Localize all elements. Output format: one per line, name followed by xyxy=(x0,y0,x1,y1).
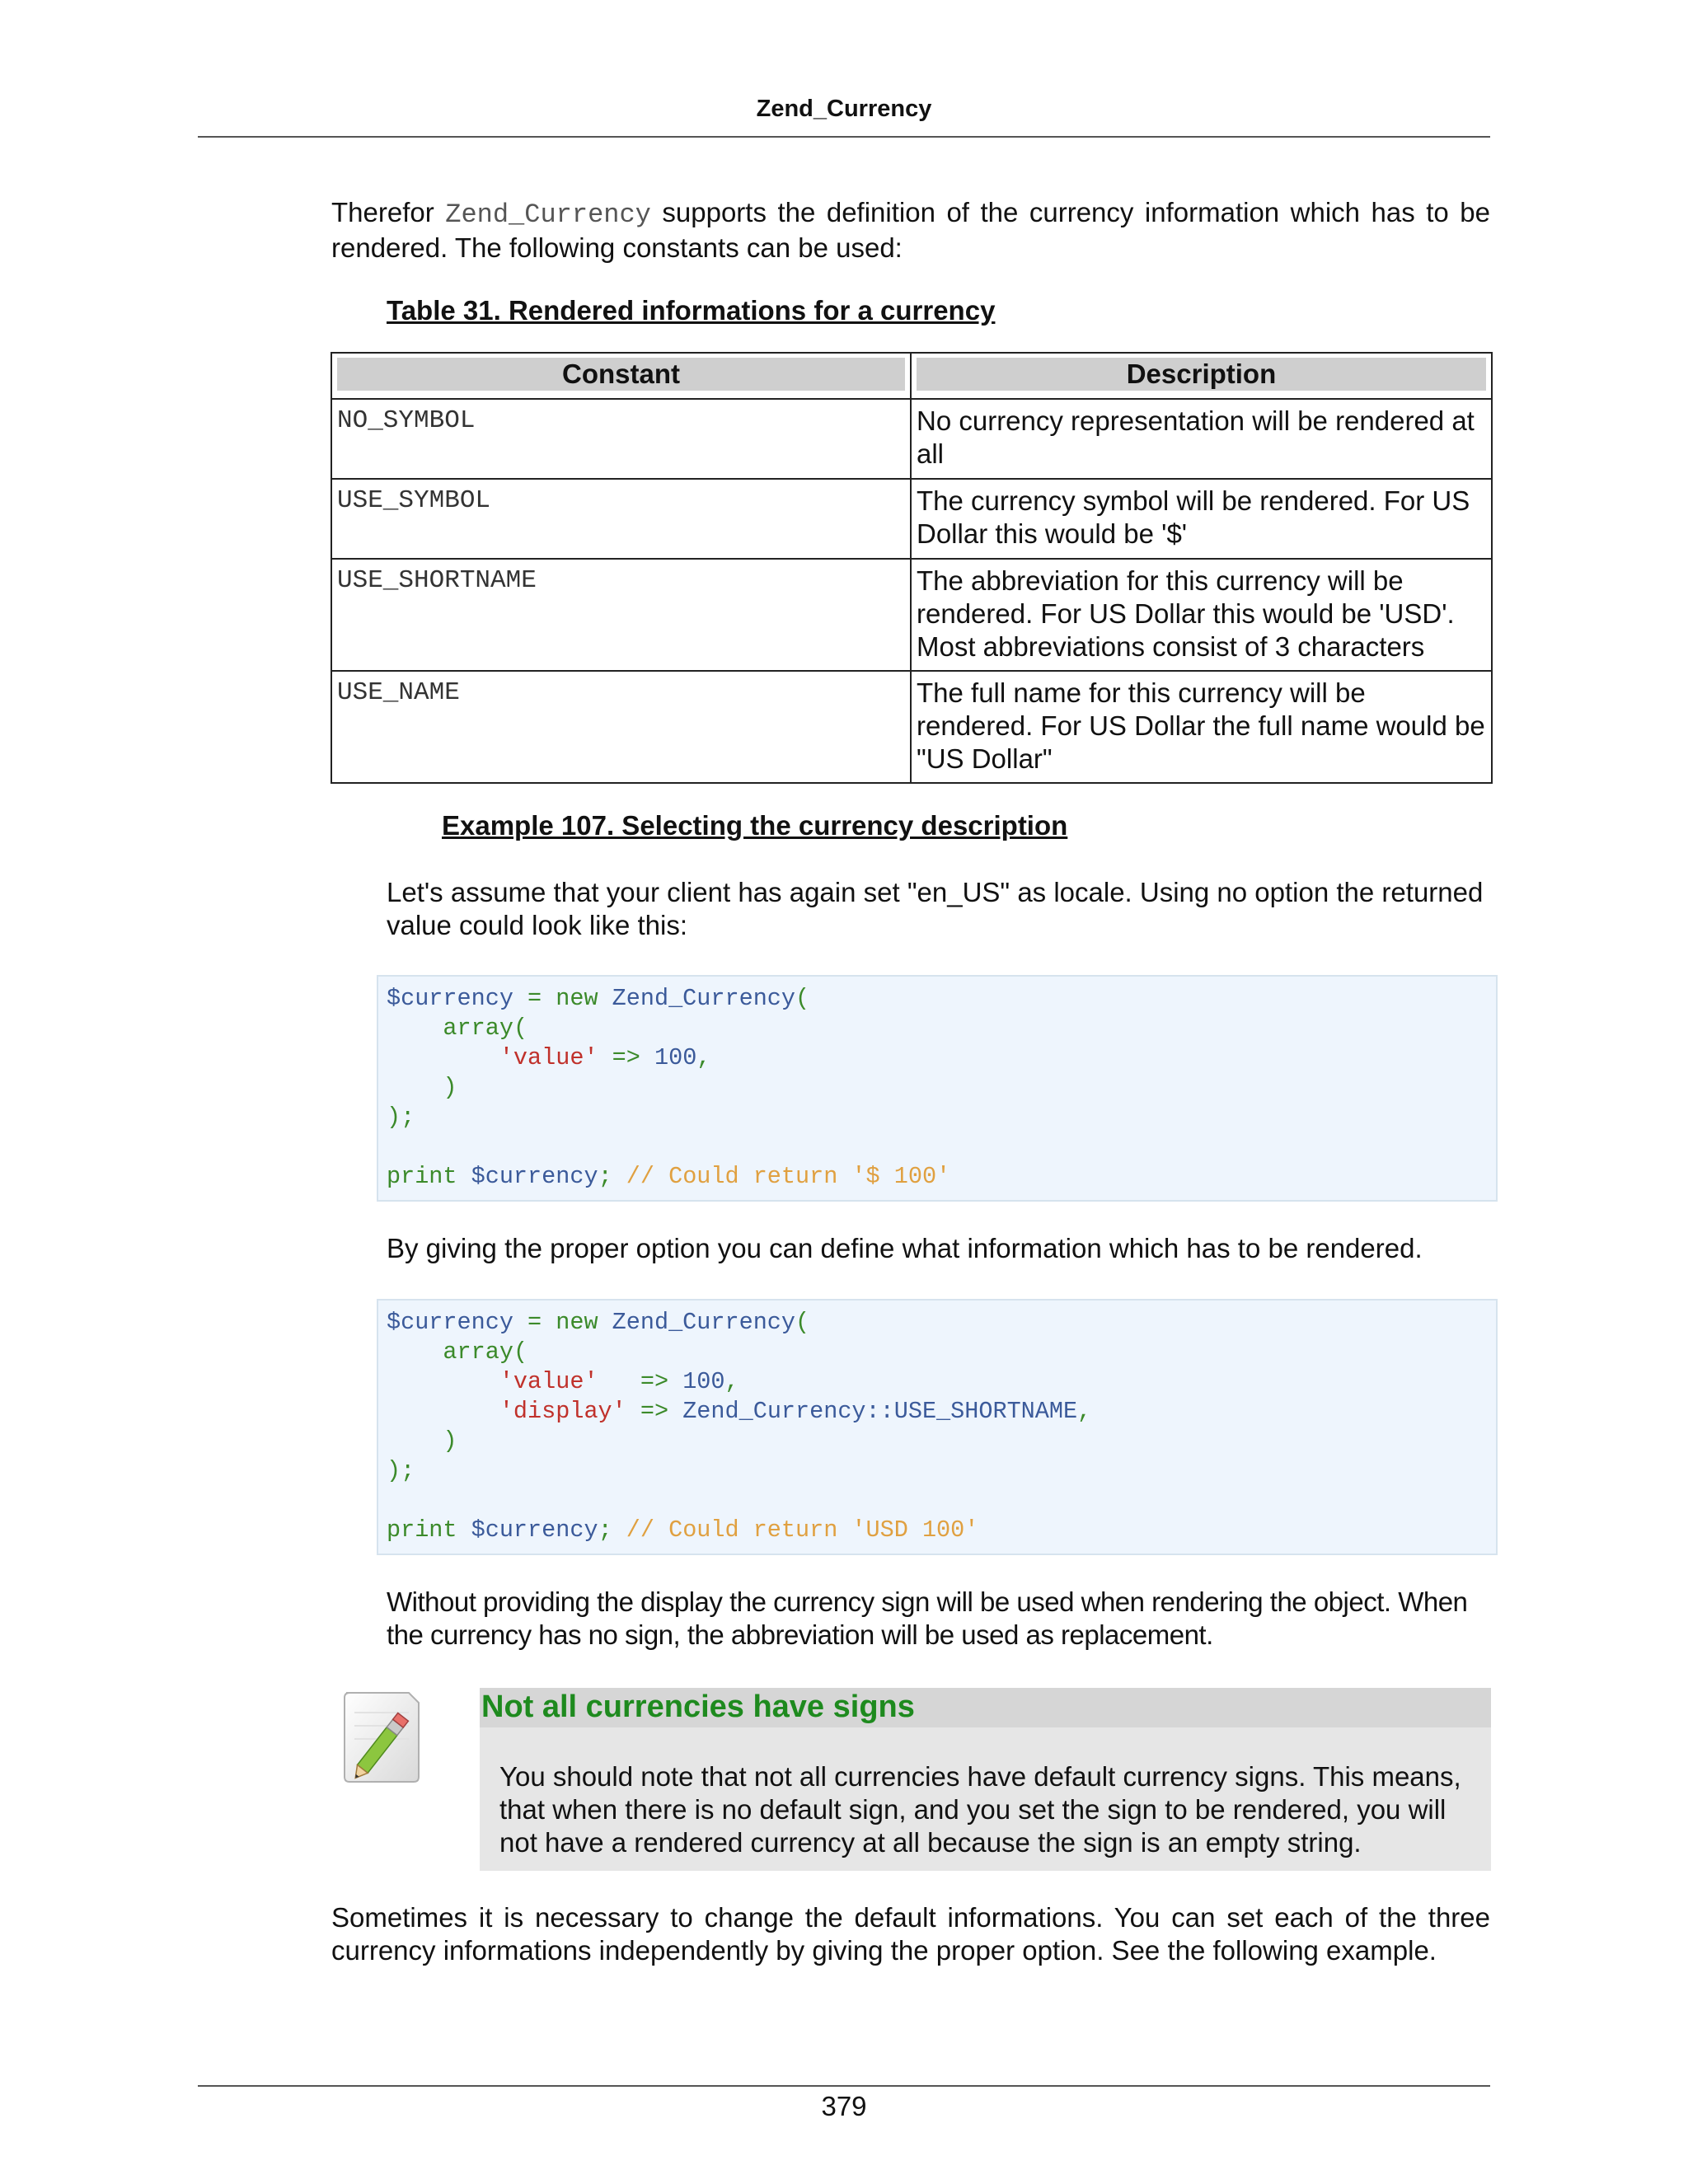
table-row xyxy=(331,479,1492,559)
closing-paragraph: Sometimes it is necessary to change the default informations. You can set each of the three currency informations independently by giving the proper option. See the following example. xyxy=(331,1902,1490,1966)
table-header-row xyxy=(331,353,1492,399)
table-row xyxy=(331,559,1492,671)
constant-cell: NO_SYMBOL xyxy=(331,399,911,479)
table-row xyxy=(331,671,1492,783)
description-cell: No currency representation will be rendered at all xyxy=(911,399,1492,479)
table-header-cell xyxy=(331,353,911,399)
description-cell: The full name for this currency will be rendered. For US Dollar the full name would be "US Dollar" xyxy=(911,671,1492,783)
table-caption: Table 31. Rendered informations for a currency xyxy=(387,295,996,326)
display-paragraph: Without providing the display the currency sign will be used when rendering the object. When the currency has no sign, the abbreviation will be used as replacement. xyxy=(387,1586,1468,1650)
constant-cell: USE_NAME xyxy=(331,671,911,783)
code-block-shortname: $currency = new Zend_Currency( array( 'value' => 100, 'display' => Zend_Currency::USE_SHORTNAME, ) ); print $currency; // Could return 'USD 100' xyxy=(377,1299,1498,1555)
footer-rule xyxy=(198,2085,1490,2087)
constants-table xyxy=(331,352,1493,784)
example-title: Example 107. Selecting the currency description xyxy=(442,810,1068,841)
note-box xyxy=(480,1688,1491,1871)
description-cell: The currency symbol will be rendered. For US Dollar this would be '$' xyxy=(911,479,1492,559)
example-paragraph: Let's assume that your client has again set "en_US" as locale. Using no option the returned value could look like this: xyxy=(387,877,1484,940)
note-title-bar xyxy=(480,1688,1491,1727)
header-rule xyxy=(198,136,1490,138)
note-pencil-icon xyxy=(338,1688,425,1787)
running-header: Zend_Currency xyxy=(756,96,932,122)
table-header-cell xyxy=(911,353,1492,399)
table-row xyxy=(331,399,1492,479)
code-block-default: $currency = new Zend_Currency( array( 'value' => 100, ) ); print $currency; // Could return '$ 100' xyxy=(377,975,1498,1202)
intro-paragraph xyxy=(331,196,1490,265)
description-cell: The abbreviation for this currency will be rendered. For US Dollar this would be 'USD'. Most abbreviations consist of 3 characters xyxy=(911,559,1492,671)
intro-text-after: supports the definition of the currency information which has to be rendered. The following constants can be used: xyxy=(331,197,1491,263)
intro-inline-code: Zend_Currency xyxy=(445,199,651,230)
header-constant: Constant xyxy=(337,358,905,391)
option-paragraph: By giving the proper option you can define what information which has to be rendered. xyxy=(387,1233,1423,1263)
note-title: Not all currencies have signs xyxy=(481,1690,915,1724)
constant-cell: USE_SYMBOL xyxy=(331,479,911,559)
note-text: You should note that not all currencies have default currency signs. This means, that when there is no default sign, and you set the sign to be rendered, you will not have a rendered currency at all because the sign is an empty string. xyxy=(499,1761,1461,1858)
constant-cell: USE_SHORTNAME xyxy=(331,559,911,671)
intro-text-before: Therefor xyxy=(331,197,446,227)
header-description: Description xyxy=(917,358,1486,391)
page-number: 379 xyxy=(821,2091,867,2121)
